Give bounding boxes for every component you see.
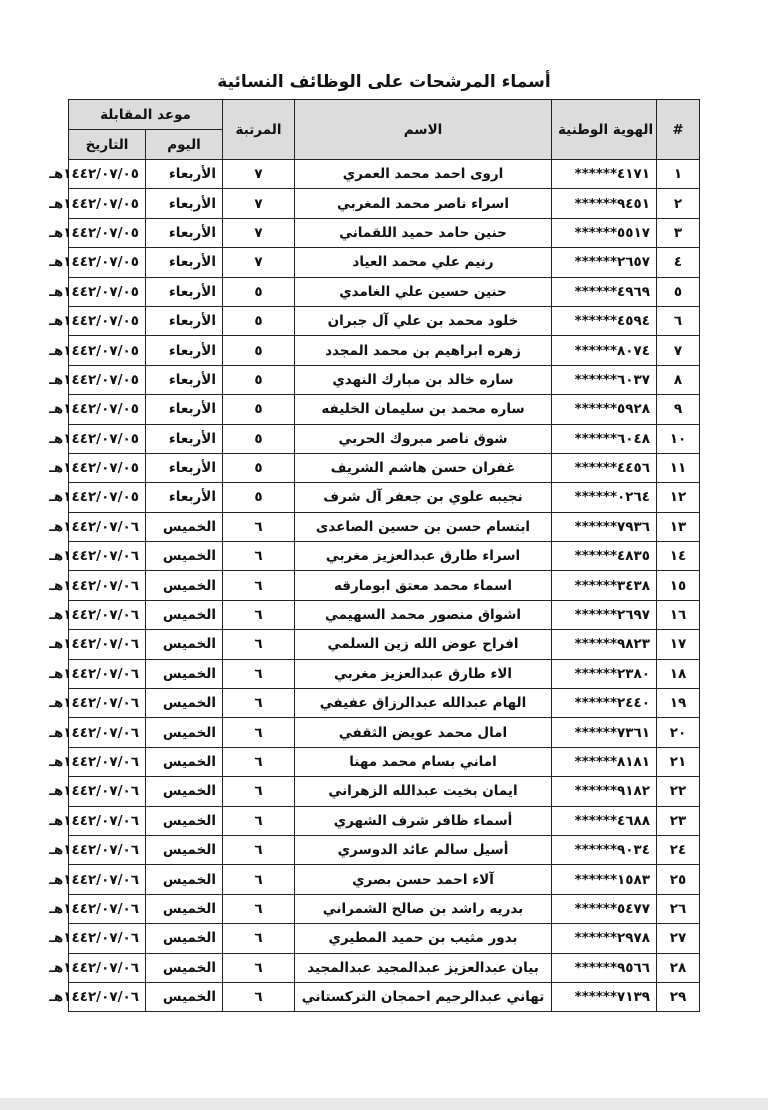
interview-date-cell: ١٤٤٢/٠٧/٠٦هـ <box>69 777 146 806</box>
interview-day-cell: الخميس <box>146 689 223 718</box>
rank-cell: ٧ <box>223 189 295 218</box>
interview-date-cell: ١٤٤٢/٠٧/٠٦هـ <box>69 924 146 953</box>
rank-cell: ٦ <box>223 718 295 747</box>
table-row <box>69 483 700 512</box>
national-id-cell: ٧٩٣٦****** <box>552 512 657 541</box>
table-body <box>49 160 700 1012</box>
table-row <box>69 835 700 864</box>
rank-cell: ٥ <box>223 395 295 424</box>
interview-date-cell: ١٤٤٢/٠٧/٠٦هـ <box>69 806 146 835</box>
interview-date-cell: ١٤٤٢/٠٧/٠٦هـ <box>69 689 146 718</box>
national-id-cell: ٩٠٣٤****** <box>552 835 657 864</box>
row-number: ١٩ <box>657 689 700 718</box>
national-id-cell: ٩٥٦٦****** <box>552 953 657 982</box>
interview-day-cell: الأربعاء <box>146 218 223 247</box>
national-id-cell: ٣٤٣٨****** <box>552 571 657 600</box>
interview-day-cell: الخميس <box>146 600 223 629</box>
header-name: الاسم <box>295 100 552 160</box>
interview-date-cell: ١٤٤٢/٠٧/٠٥هـ <box>69 365 146 394</box>
interview-date-cell: ١٤٤٢/٠٧/٠٦هـ <box>69 894 146 923</box>
table-row <box>69 189 700 218</box>
row-number: ١٨ <box>657 659 700 688</box>
table-row <box>69 806 700 835</box>
interview-date-cell: ١٤٤٢/٠٧/٠٥هـ <box>69 189 146 218</box>
name-cell: تهاني عبدالرحيم احمجان التركستاني <box>295 982 552 1011</box>
interview-day-cell: الأربعاء <box>146 248 223 277</box>
interview-day-cell: الخميس <box>146 777 223 806</box>
interview-day-cell: الخميس <box>146 542 223 571</box>
rank-cell: ٦ <box>223 512 295 541</box>
interview-day-cell: الخميس <box>146 924 223 953</box>
interview-day-cell: الخميس <box>146 835 223 864</box>
table-row <box>69 542 700 571</box>
row-number: ١٢ <box>657 483 700 512</box>
interview-day-cell: الأربعاء <box>146 277 223 306</box>
table-row <box>69 924 700 953</box>
name-cell: حنين حامد حميد اللقماني <box>295 218 552 247</box>
row-number: ١٦ <box>657 600 700 629</box>
interview-day-cell: الأربعاء <box>146 453 223 482</box>
interview-date-cell: ١٤٤٢/٠٧/٠٦هـ <box>69 835 146 864</box>
national-id-cell: ٢٩٧٨****** <box>552 924 657 953</box>
national-id-cell: ٦٠٤٨****** <box>552 424 657 453</box>
row-number: ٢٠ <box>657 718 700 747</box>
row-number: ٢١ <box>657 747 700 776</box>
interview-date-cell: ١٤٤٢/٠٧/٠٦هـ <box>69 512 146 541</box>
row-number: ٢٧ <box>657 924 700 953</box>
interview-date-cell: ١٤٤٢/٠٧/٠٦هـ <box>69 571 146 600</box>
rank-cell: ٦ <box>223 630 295 659</box>
interview-date-cell: ١٤٤٢/٠٧/٠٥هـ <box>69 218 146 247</box>
header-date: التاريخ <box>69 130 146 160</box>
interview-day-cell: الأربعاء <box>146 336 223 365</box>
name-cell: افراح عوض الله زين السلمي <box>295 630 552 659</box>
interview-day-cell: الخميس <box>146 659 223 688</box>
table-row <box>69 218 700 247</box>
row-number: ٢ <box>657 189 700 218</box>
rank-cell: ٥ <box>223 306 295 335</box>
rank-cell: ٥ <box>223 453 295 482</box>
name-cell: ساره خالد بن مبارك النهدي <box>295 365 552 394</box>
national-id-cell: ٠٢٦٤****** <box>552 483 657 512</box>
row-number: ٩ <box>657 395 700 424</box>
national-id-cell: ١٥٨٣****** <box>552 865 657 894</box>
header-number: # <box>657 100 700 160</box>
interview-date-cell: ١٤٤٢/٠٧/٠٥هـ <box>69 306 146 335</box>
row-number: ٤ <box>657 248 700 277</box>
row-number: ٢٤ <box>657 835 700 864</box>
table-row <box>69 512 700 541</box>
rank-cell: ٥ <box>223 277 295 306</box>
row-number: ٢٥ <box>657 865 700 894</box>
table-row <box>69 777 700 806</box>
interview-date-cell: ١٤٤٢/٠٧/٠٦هـ <box>69 630 146 659</box>
rank-cell: ٥ <box>223 483 295 512</box>
header-day: اليوم <box>146 130 223 160</box>
national-id-cell: ٢٤٤٠****** <box>552 689 657 718</box>
name-cell: اسماء محمد معتق ابومارقه <box>295 571 552 600</box>
rank-cell: ٦ <box>223 806 295 835</box>
interview-day-cell: الخميس <box>146 865 223 894</box>
table-row <box>69 365 700 394</box>
interview-date-cell: ١٤٤٢/٠٧/٠٦هـ <box>69 659 146 688</box>
rank-cell: ٧ <box>223 248 295 277</box>
rank-cell: ٦ <box>223 659 295 688</box>
interview-day-cell: الأربعاء <box>146 395 223 424</box>
interview-day-cell: الأربعاء <box>146 424 223 453</box>
national-id-cell: ٥٤٧٧****** <box>552 894 657 923</box>
name-cell: خلود محمد بن علي آل جبران <box>295 306 552 335</box>
interview-date-cell: ١٤٤٢/٠٧/٠٦هـ <box>69 953 146 982</box>
row-number: ١٣ <box>657 512 700 541</box>
table-row <box>69 424 700 453</box>
header-row <box>69 100 700 130</box>
table-row <box>69 306 700 335</box>
interview-day-cell: الأربعاء <box>146 160 223 189</box>
national-id-cell: ٥٩٢٨****** <box>552 395 657 424</box>
national-id-cell: ٢٣٨٠****** <box>552 659 657 688</box>
name-cell: أسيل سالم عائد الدوسري <box>295 835 552 864</box>
name-cell: بدريه راشد بن صالح الشمراني <box>295 894 552 923</box>
interview-day-cell: الخميس <box>146 512 223 541</box>
table-row <box>69 248 700 277</box>
rank-cell: ٦ <box>223 777 295 806</box>
table-row <box>69 336 700 365</box>
row-number: ١٤ <box>657 542 700 571</box>
interview-date-cell: ١٤٤٢/٠٧/٠٦هـ <box>69 542 146 571</box>
rank-cell: ٥ <box>223 336 295 365</box>
row-number: ١٥ <box>657 571 700 600</box>
interview-day-cell: الأربعاء <box>146 189 223 218</box>
row-number: ٣ <box>657 218 700 247</box>
row-number: ١٧ <box>657 630 700 659</box>
row-number: ٧ <box>657 336 700 365</box>
header-national-id: الهوية الوطنية <box>552 100 657 160</box>
interview-date-cell: ١٤٤٢/٠٧/٠٦هـ <box>69 982 146 1011</box>
national-id-cell: ٤١٧١****** <box>552 160 657 189</box>
interview-day-cell: الخميس <box>146 894 223 923</box>
row-number: ٢٢ <box>657 777 700 806</box>
rank-cell: ٥ <box>223 365 295 394</box>
interview-date-cell: ١٤٤٢/٠٧/٠٦هـ <box>69 600 146 629</box>
table-row <box>69 982 700 1011</box>
interview-day-cell: الخميس <box>146 982 223 1011</box>
table-row <box>69 689 700 718</box>
rank-cell: ٦ <box>223 982 295 1011</box>
interview-day-cell: الأربعاء <box>146 306 223 335</box>
national-id-cell: ٢٦٥٧****** <box>552 248 657 277</box>
interview-date-cell: ١٤٤٢/٠٧/٠٦هـ <box>69 747 146 776</box>
interview-date-cell: ١٤٤٢/٠٧/٠٦هـ <box>69 718 146 747</box>
interview-day-cell: الخميس <box>146 571 223 600</box>
interview-date-cell: ١٤٤٢/٠٧/٠٥هـ <box>69 453 146 482</box>
name-cell: شوق ناصر مبروك الحربي <box>295 424 552 453</box>
name-cell: اروى احمد محمد العمري <box>295 160 552 189</box>
interview-day-cell: الخميس <box>146 806 223 835</box>
rank-cell: ٦ <box>223 924 295 953</box>
table-row <box>69 953 700 982</box>
national-id-cell: ٧١٣٩****** <box>552 982 657 1011</box>
table-row <box>69 395 700 424</box>
row-number: ١٠ <box>657 424 700 453</box>
name-cell: ايمان بخيت عبدالله الزهراني <box>295 777 552 806</box>
rank-cell: ٥ <box>223 424 295 453</box>
interview-date-cell: ١٤٤٢/٠٧/٠٥هـ <box>69 336 146 365</box>
interview-date-cell: ١٤٤٢/٠٧/٠٥هـ <box>69 424 146 453</box>
table-row <box>69 160 700 189</box>
interview-date-cell: ١٤٤٢/٠٧/٠٥هـ <box>69 395 146 424</box>
row-number: ٢٣ <box>657 806 700 835</box>
national-id-cell: ٩٤٥١****** <box>552 189 657 218</box>
interview-day-cell: الأربعاء <box>146 365 223 394</box>
table-row <box>69 277 700 306</box>
rank-cell: ٦ <box>223 689 295 718</box>
name-cell: اشواق منصور محمد السهيمي <box>295 600 552 629</box>
name-cell: الهام عبدالله عبدالرزاق عفيفي <box>295 689 552 718</box>
header-rank: المرتبة <box>223 100 295 160</box>
name-cell: بدور مثيب بن حميد المطيري <box>295 924 552 953</box>
name-cell: أسماء ظافر شرف الشهري <box>295 806 552 835</box>
name-cell: اسراء ناصر محمد المغربي <box>295 189 552 218</box>
page-title: أسماء المرشحات على الوظائف النسائية <box>217 72 551 92</box>
name-cell: ابتسام حسن بن حسين الصاعدى <box>295 512 552 541</box>
interview-date-cell: ١٤٤٢/٠٧/٠٥هـ <box>69 483 146 512</box>
rank-cell: ٦ <box>223 747 295 776</box>
rank-cell: ٧ <box>223 160 295 189</box>
national-id-cell: ٤٨٣٥****** <box>552 542 657 571</box>
interview-date-cell: ١٤٤٢/٠٧/٠٦هـ <box>69 865 146 894</box>
rank-cell: ٦ <box>223 865 295 894</box>
national-id-cell: ٩٨٢٣****** <box>552 630 657 659</box>
interview-day-cell: الخميس <box>146 718 223 747</box>
name-cell: اماني بسام محمد مهنا <box>295 747 552 776</box>
national-id-cell: ٧٣٦١****** <box>552 718 657 747</box>
row-number: ١١ <box>657 453 700 482</box>
interview-day-cell: الأربعاء <box>146 483 223 512</box>
national-id-cell: ٦٠٣٧****** <box>552 365 657 394</box>
name-cell: نجيبه علوي بن جعفر آل شرف <box>295 483 552 512</box>
national-id-cell: ٩١٨٢****** <box>552 777 657 806</box>
rank-cell: ٦ <box>223 542 295 571</box>
name-cell: الاء طارق عبدالعزيز مغربي <box>295 659 552 688</box>
candidates-table <box>49 99 700 1012</box>
row-number: ٢٦ <box>657 894 700 923</box>
interview-date-cell: ١٤٤٢/٠٧/٠٥هـ <box>69 277 146 306</box>
interview-date-cell: ١٤٤٢/٠٧/٠٥هـ <box>69 248 146 277</box>
table-row <box>69 865 700 894</box>
row-number: ٦ <box>657 306 700 335</box>
name-cell: رنيم علي محمد العياد <box>295 248 552 277</box>
table-row <box>69 571 700 600</box>
name-cell: امال محمد عويض الثقفي <box>295 718 552 747</box>
rank-cell: ٧ <box>223 218 295 247</box>
interview-day-cell: الخميس <box>146 630 223 659</box>
row-number: ٥ <box>657 277 700 306</box>
row-number: ٨ <box>657 365 700 394</box>
table-row <box>69 630 700 659</box>
bottom-edge <box>0 1098 768 1110</box>
national-id-cell: ٨٠٧٤****** <box>552 336 657 365</box>
national-id-cell: ٤٩٦٩****** <box>552 277 657 306</box>
table-row <box>69 894 700 923</box>
interview-day-cell: الخميس <box>146 953 223 982</box>
national-id-cell: ٢٦٩٧****** <box>552 600 657 629</box>
table-row <box>69 453 700 482</box>
national-id-cell: ٤٥٩٤****** <box>552 306 657 335</box>
national-id-cell: ٨١٨١****** <box>552 747 657 776</box>
name-cell: زهره ابراهيم بن محمد المجدد <box>295 336 552 365</box>
table-row <box>69 600 700 629</box>
name-cell: غفران حسن هاشم الشريف <box>295 453 552 482</box>
rank-cell: ٦ <box>223 894 295 923</box>
interview-day-cell: الخميس <box>146 747 223 776</box>
national-id-cell: ٥٥١٧****** <box>552 218 657 247</box>
rank-cell: ٦ <box>223 600 295 629</box>
name-cell: بيان عبدالعزيز عبدالمجيد عبدالمجيد <box>295 953 552 982</box>
interview-date-cell: ١٤٤٢/٠٧/٠٥هـ <box>69 160 146 189</box>
row-number: ٢٩ <box>657 982 700 1011</box>
national-id-cell: ٤٤٥٦****** <box>552 453 657 482</box>
row-number: ٢٨ <box>657 953 700 982</box>
table-row <box>69 659 700 688</box>
name-cell: آلاء احمد حسن بصري <box>295 865 552 894</box>
name-cell: اسراء طارق عبدالعزيز مغربي <box>295 542 552 571</box>
rank-cell: ٦ <box>223 953 295 982</box>
rank-cell: ٦ <box>223 835 295 864</box>
header-interview: موعد المقابلة <box>69 100 223 130</box>
name-cell: ساره محمد بن سليمان الخليفه <box>295 395 552 424</box>
national-id-cell: ٤٦٨٨****** <box>552 806 657 835</box>
rank-cell: ٦ <box>223 571 295 600</box>
name-cell: حنين حسين علي الغامدي <box>295 277 552 306</box>
table-row <box>69 718 700 747</box>
table-row <box>69 747 700 776</box>
row-number: ١ <box>657 160 700 189</box>
